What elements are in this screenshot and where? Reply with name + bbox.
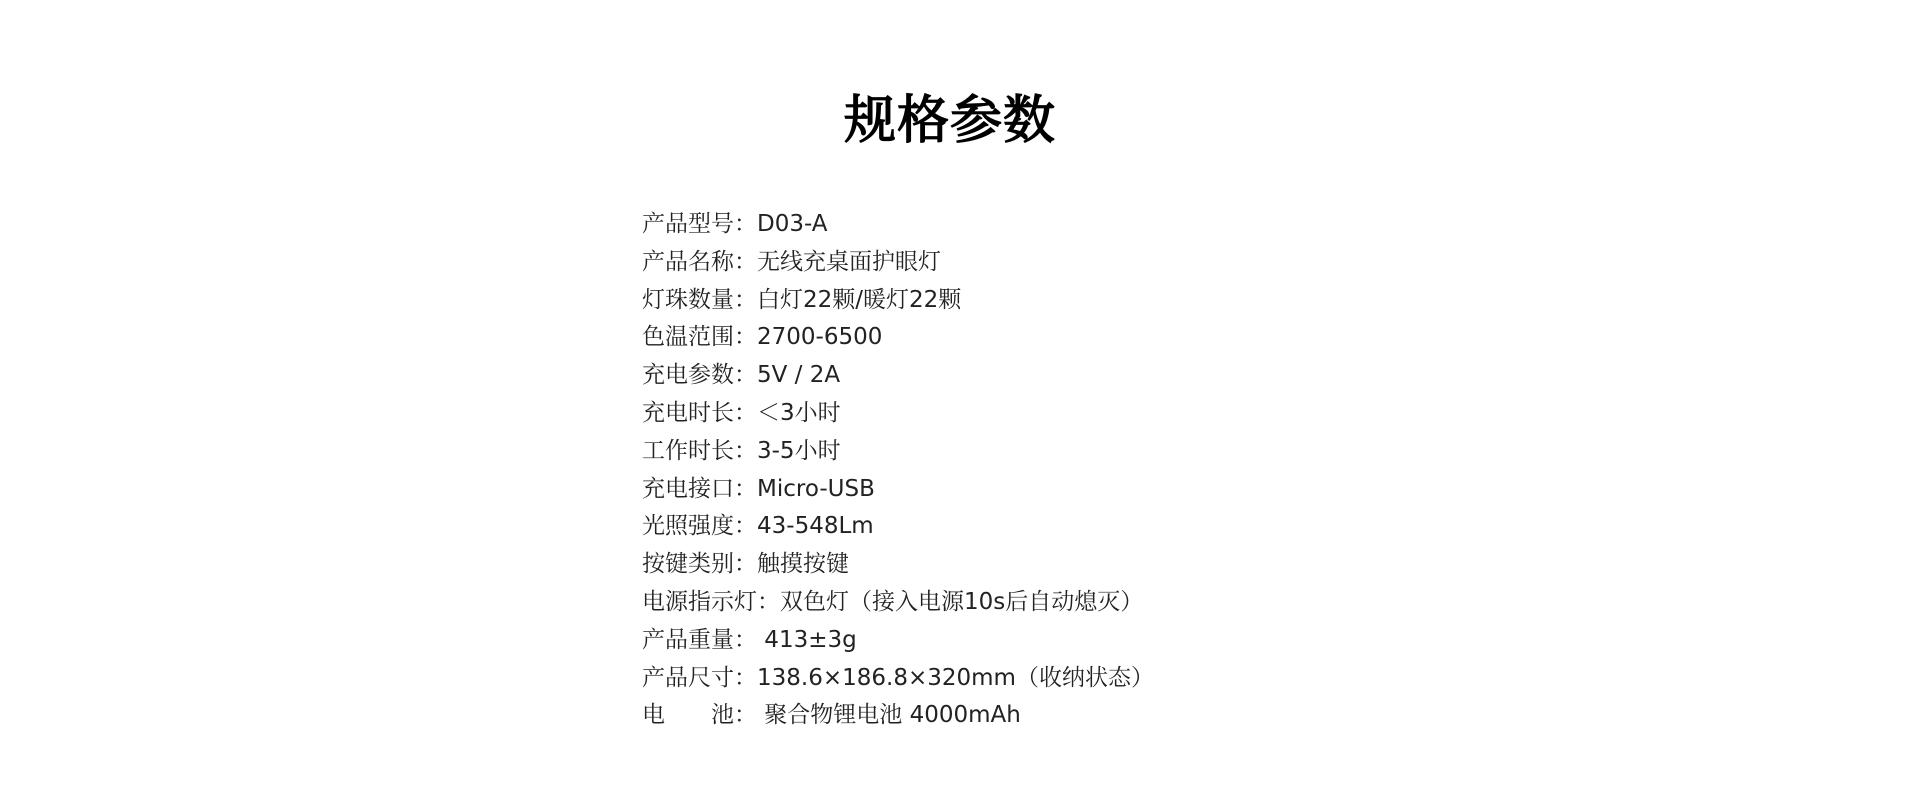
spec-value: 138.6×186.8×320mm（收纳状态） (757, 664, 1154, 691)
spec-label: 充电接口： (642, 475, 757, 502)
spec-value: D03-A (757, 211, 828, 237)
spec-row-dimensions (642, 660, 1154, 698)
spec-list (642, 206, 1154, 735)
spec-label: 光照强度： (642, 513, 757, 540)
spec-value: 3-5小时 (757, 437, 841, 464)
spec-value: ＜3小时 (757, 399, 841, 426)
spec-label: 按键类别： (642, 551, 757, 578)
spec-row-weight (642, 622, 1154, 660)
spec-value: 5V / 2A (757, 362, 841, 389)
spec-row-model (642, 206, 1154, 244)
spec-label: 色温范围： (642, 324, 757, 351)
spec-value: 无线充桌面护眼灯 (757, 248, 941, 275)
spec-label: 产品尺寸： (642, 664, 757, 691)
spec-value: 白灯22颗/暖灯22颗 (757, 286, 962, 313)
spec-label: 产品名称： (642, 248, 757, 275)
spec-label: 工作时长： (642, 437, 757, 464)
spec-label: 充电时长： (642, 399, 757, 426)
spec-row-color-temp (642, 319, 1154, 357)
spec-value: 413±3g (757, 626, 857, 653)
spec-label: 电源指示灯： (642, 588, 780, 615)
spec-label: 产品重量： (642, 626, 757, 653)
spec-row-charge-port (642, 471, 1154, 509)
spec-value: 43-548Lm (757, 513, 874, 540)
spec-row-charge-time (642, 395, 1154, 433)
spec-label: 电 池： (642, 702, 757, 729)
spec-row-button-type (642, 546, 1154, 584)
spec-row-work-time (642, 433, 1154, 471)
spec-row-name (642, 244, 1154, 282)
spec-row-battery (642, 697, 1154, 735)
spec-label: 灯珠数量： (642, 286, 757, 313)
spec-value: 触摸按键 (757, 551, 849, 578)
page-title: 规格参数 (843, 91, 1056, 151)
spec-value: 聚合物锂电池 4000mAh (757, 702, 1021, 729)
spec-value: 双色灯（接入电源10s后自动熄灭） (780, 588, 1144, 615)
spec-value: Micro-USB (757, 475, 875, 502)
spec-label: 产品型号： (642, 211, 757, 237)
spec-label: 充电参数： (642, 362, 757, 389)
spec-value: 2700-6500 (757, 324, 883, 351)
spec-row-power-indicator (642, 584, 1154, 622)
spec-row-charge-params (642, 357, 1154, 395)
spec-row-luminous-flux (642, 508, 1154, 546)
spec-row-led-count (642, 282, 1154, 320)
